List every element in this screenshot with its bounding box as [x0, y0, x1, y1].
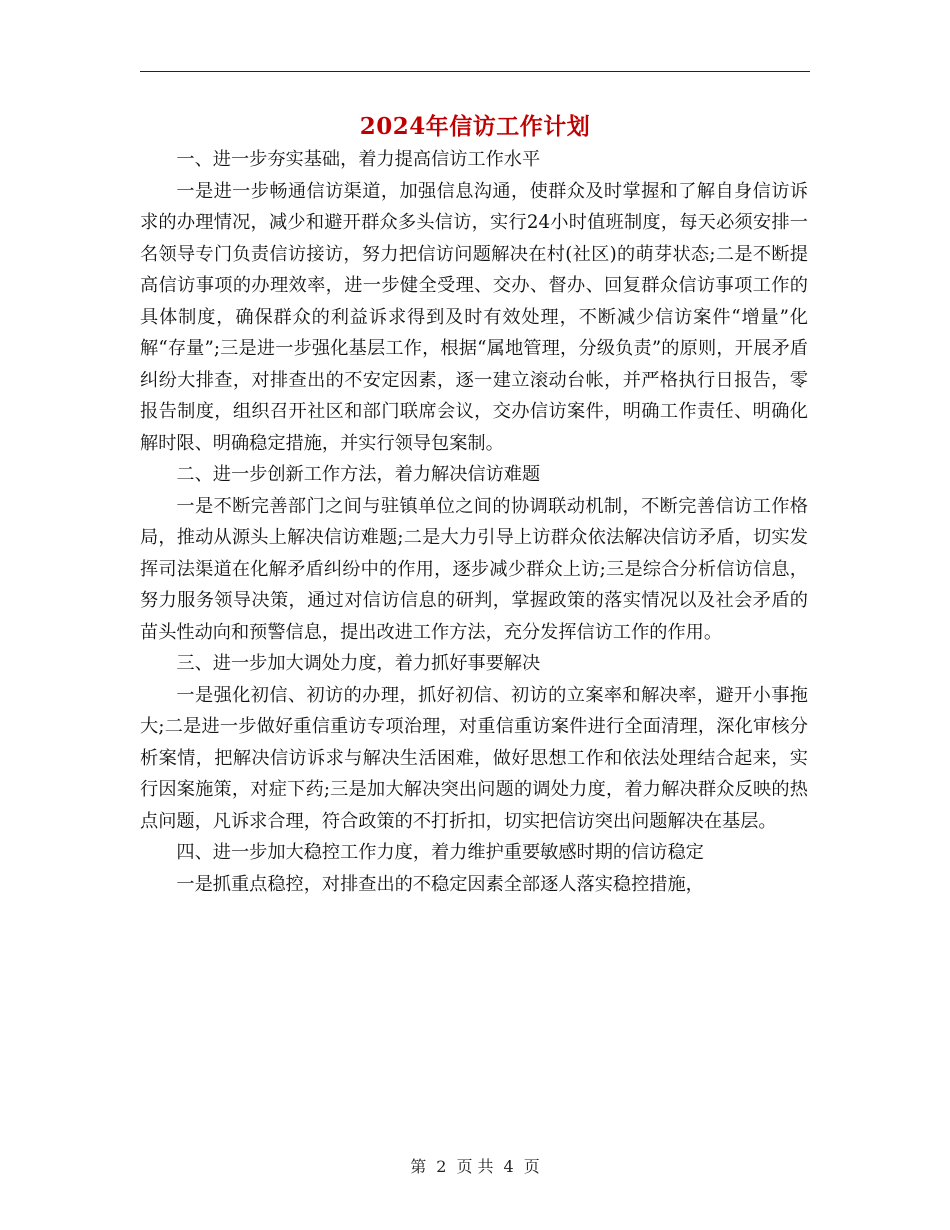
footer-prefix: 第: [410, 1157, 427, 1176]
paragraph-2: 一是不断完善部门之间与驻镇单位之间的协调联动机制，不断完善信访工作格局，推动从源头上解决信访难题;二是大力引导上访群众依法解决信访矛盾，切实发挥司法渠道在化解矛盾纠纷中的作用，逐步减少群众上访;三是综合分析信访信息，努力服务领导决策，通过对信访信息的研判，掌握政策的落实情况以及社会矛盾的苗头性动向和预警信息，提出改进工作方法，充分发挥信访工作的作用。: [140, 495, 808, 643]
document-title: 2024年信访工作计划: [359, 113, 591, 140]
footer-suffix: 页: [523, 1157, 540, 1176]
section-heading-4: 四、进一步加大稳控工作力度，着力维护重要敏感时期的信访稳定: [176, 842, 704, 863]
section-heading-3: 三、进一步加大调处力度，着力抓好事要解决: [176, 653, 541, 674]
section-heading-1: 一、进一步夯实基础，着力提高信访工作水平: [176, 149, 541, 170]
paragraph-4: 一是抓重点稳控，对排查出的不稳定因素全部逐人落实稳控措施，: [176, 873, 704, 895]
footer-page-number: 2: [436, 1157, 447, 1176]
document-body: [140, 144, 808, 900]
section-heading-2: 二、进一步创新工作方法，着力解决信访难题: [176, 464, 541, 485]
header-rule: [140, 71, 810, 72]
paragraph-3: 一是强化初信、初访的办理，抓好初信、初访的立案率和解决率，避开小事拖大;二是进一步做好重信重访专项治理，对重信重访案件进行全面清理，深化审核分析案情，把解决信访诉求与解决生活困难，做好思想工作和依法处理结合起来，实行因案施策，对症下药;三是加大解决突出问题的调处力度，着力解决群众反映的热点问题，凡诉求合理，符合政策的不打折扣，切实把信访突出问题解决在基层。: [140, 684, 808, 832]
page-footer: [0, 1154, 950, 1177]
footer-mid: 页 共: [456, 1157, 494, 1176]
footer-total-pages: 4: [503, 1157, 514, 1176]
paragraph-1: 一是进一步畅通信访渠道，加强信息沟通，使群众及时掌握和了解自身信访诉求的办理情况，减少和避开群众多头信访，实行24小时值班制度，每天必须安排一名领导专门负责信访接访，努力把信访问题解决在村(社区)的萌芽状态;二是不断提高信访事项的办理效率，进一步健全受理、交办、督办、回复群众信访事项工作的具体制度，确保群众的利益诉求得到及时有效处理，不断减少信访案件“增量”化解“存量”;三是进一步强化基层工作，根据“属地管理，分级负责”的原则，开展矛盾纠纷大排查，对排查出的不安定因素，逐一建立滚动台帐，并严格执行日报告，零报告制度，组织召开社区和部门联席会议，交办信访案件，明确工作责任、明确化解时限、明确稳定措施，并实行领导包案制。: [140, 180, 808, 454]
